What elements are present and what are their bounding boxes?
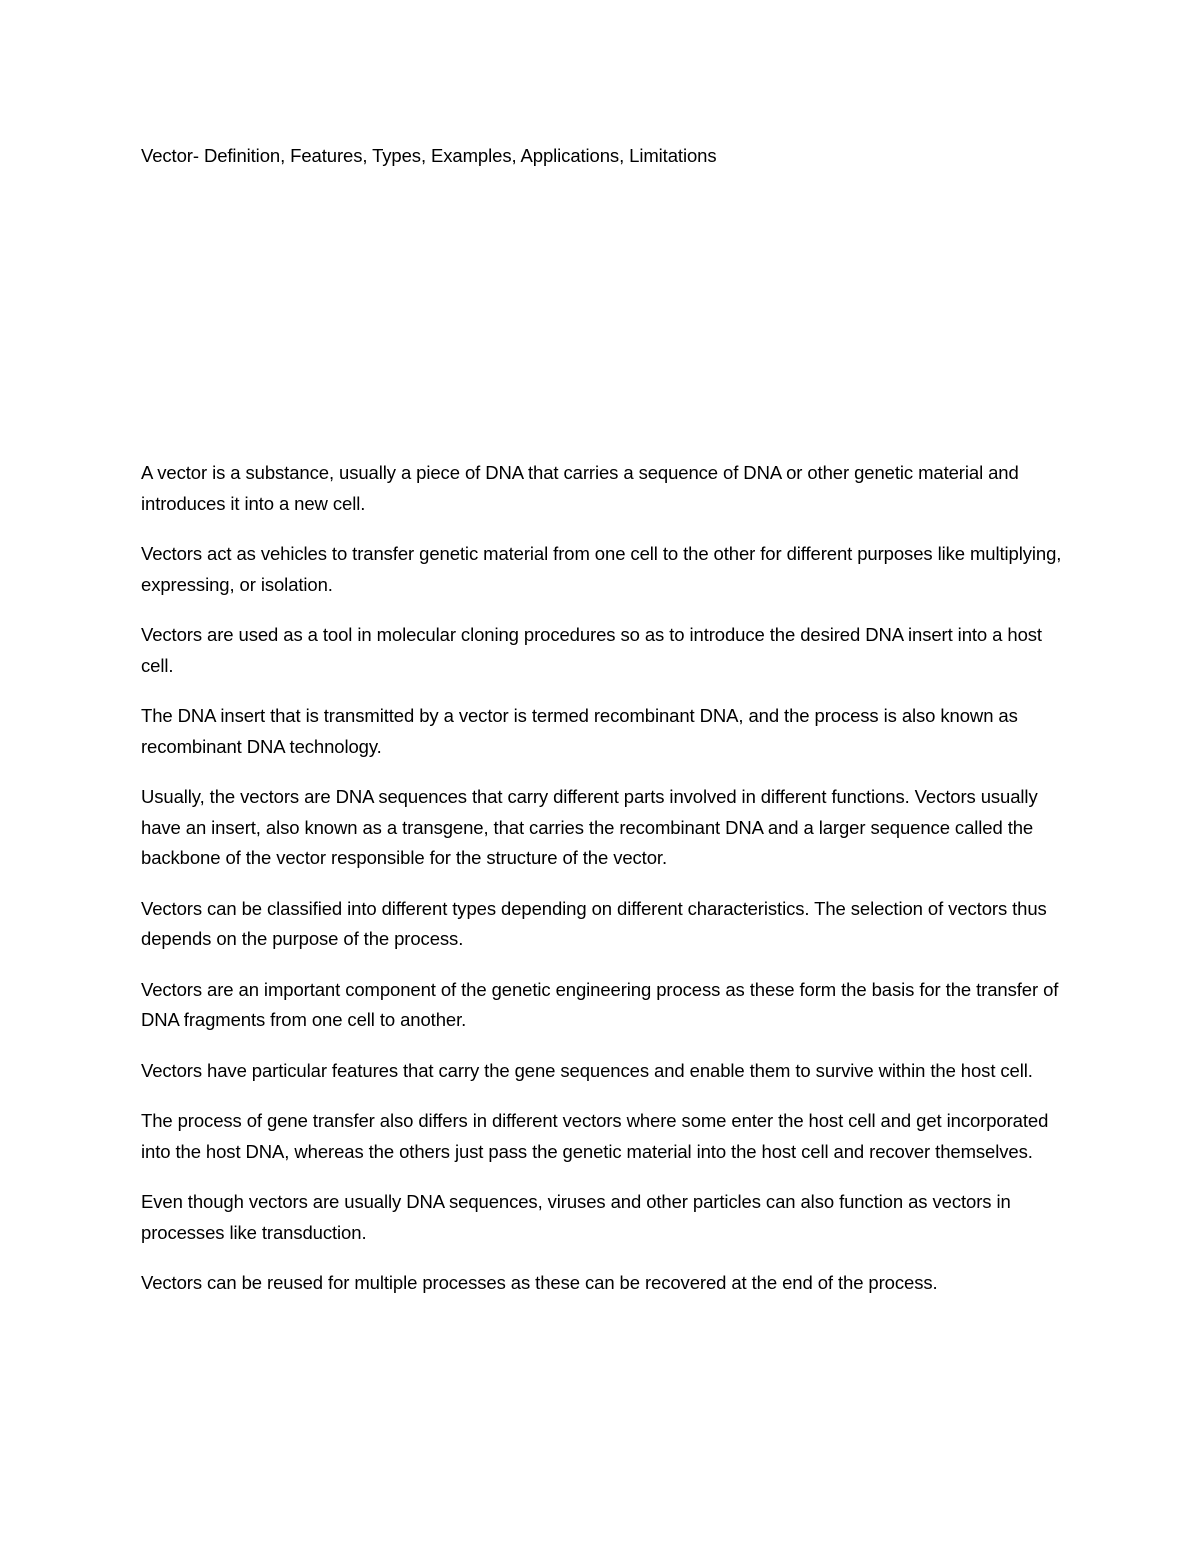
paragraph: Vectors can be reused for multiple processes as these can be recovered at the end of the process. — [141, 1272, 938, 1293]
paragraph: Vectors are used as a tool in molecular cloning procedures so as to introduce the desired DNA insert into a host cell. — [141, 624, 1042, 676]
paragraph: Usually, the vectors are DNA sequences that carry different parts involved in different functions. Vectors usually have an insert, also known as a transgene, that carries the recombinant DNA and a larger sequence called the backbone of the vector responsible for the structure of the vector. — [141, 786, 1038, 868]
paragraph: The process of gene transfer also differs in different vectors where some enter the host cell and get incorporated into the host DNA, whereas the others just pass the genetic material into the host cell and recover themselves. — [141, 1110, 1049, 1162]
paragraph: A vector is a substance, usually a piece of DNA that carries a sequence of DNA or other genetic material and introduces it into a new cell. — [141, 462, 1019, 514]
paragraph: Vectors are an important component of the genetic engineering process as these form the basis for the transfer of DNA fragments from one cell to another. — [141, 978, 1059, 1030]
paragraph: Vectors have particular features that carry the gene sequences and enable them to survive within the host cell. — [141, 1059, 1033, 1081]
paragraph: Even though vectors are usually DNA sequences, viruses and other particles can also function as vectors in processes like transduction. — [141, 1191, 1011, 1243]
document-body — [141, 458, 1066, 1319]
paragraph: The DNA insert that is transmitted by a vector is termed recombinant DNA, and the process is also known as recombinant DNA technology. — [141, 705, 1018, 757]
paragraph: Vectors can be classified into different types depending on different characteristics. The selection of vectors thus depends on the purpose of the process. — [141, 897, 1047, 949]
document-title: Vector- Definition, Features, Types, Examples, Applications, Limitations — [141, 145, 717, 166]
paragraph: Vectors act as vehicles to transfer genetic material from one cell to the other for different purposes like multiplying, expressing, or isolation. — [141, 543, 1062, 595]
